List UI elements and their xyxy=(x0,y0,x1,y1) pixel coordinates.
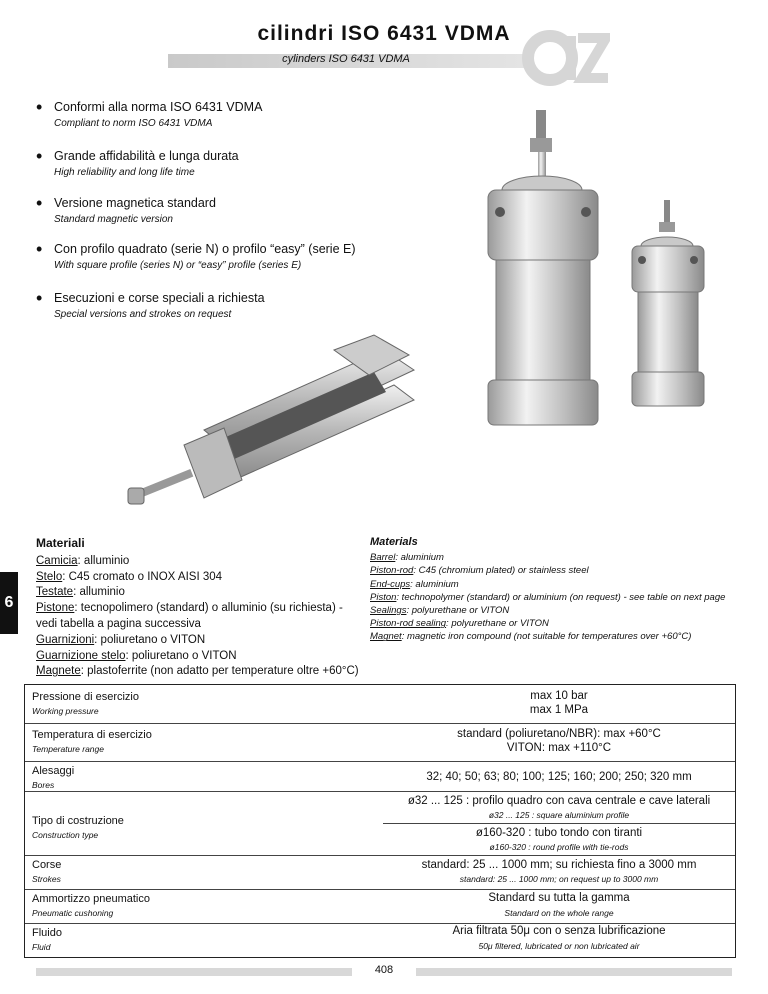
bullet-dot-icon: • xyxy=(36,288,43,308)
spec-label: Pressione di esercizio xyxy=(32,691,139,703)
bullet-text: Conformi alla norma ISO 6431 VDMA xyxy=(54,100,263,114)
spec-label-en: Pneumatic cushoning xyxy=(32,908,114,918)
footer-bar-left xyxy=(36,968,352,976)
spec-value: VITON: max +110°C xyxy=(506,742,612,754)
materials-en xyxy=(370,536,730,644)
materials-it-heading: Materiali xyxy=(36,536,85,550)
spec-table xyxy=(24,684,736,958)
material-row: Guarnizione stelo: poliuretano o VITON xyxy=(36,649,237,662)
spec-value: Aria filtrata 50μ con o senza lubrificazione xyxy=(452,925,666,937)
spec-value: ø32 ... 125 : profilo quadro con cava centrale e cave laterali xyxy=(407,795,711,807)
spec-label: Ammortizzo pneumatico xyxy=(32,893,150,905)
brand-logo xyxy=(520,24,610,86)
page-subtitle: cylinders ISO 6431 VDMA xyxy=(282,53,410,65)
material-row: Stelo: C45 cromato o INOX AISI 304 xyxy=(36,570,223,583)
spec-label-en: Strokes xyxy=(32,874,61,884)
material-row: Sealings: polyurethane or VITON xyxy=(370,605,510,617)
spec-value: Standard su tutta la gamma xyxy=(488,892,630,904)
bullet-dot-icon: • xyxy=(36,193,43,213)
materials-en-heading: Materials xyxy=(370,536,418,548)
bullet-text: Con profilo quadrato (serie N) o profilo “easy” (serie E) xyxy=(54,242,356,256)
material-row: Barrel: aluminium xyxy=(370,552,444,564)
spec-label: Temperatura di esercizio xyxy=(32,729,152,741)
footer-bar-right xyxy=(416,968,732,976)
spec-value: max 1 MPa xyxy=(529,704,589,716)
spec-value: max 10 bar xyxy=(530,690,588,702)
spec-value-en: Standard on the whole range xyxy=(504,908,614,918)
material-row: Guarnizioni: poliuretano o VITON xyxy=(36,633,206,646)
standing-cylinders-image xyxy=(468,110,728,440)
material-row: Piston: technopolymer (standard) or aluminium (on request) - see table on next page xyxy=(370,591,726,603)
bullet-translation: Standard magnetic version xyxy=(54,214,173,225)
bullet-dot-icon: • xyxy=(36,97,43,117)
spec-value-en: ø160-320 : round profile with tie-rods xyxy=(489,842,629,852)
spec-value-en: ø32 ... 125 : square aluminium profile xyxy=(488,810,630,820)
material-row: Testate: alluminio xyxy=(36,586,125,599)
cutaway-cylinder-image xyxy=(124,330,424,520)
bullet-dot-icon: • xyxy=(36,146,43,166)
spec-label-en: Fluid xyxy=(32,942,51,952)
bullet-translation: Compliant to norm ISO 6431 VDMA xyxy=(54,118,213,129)
bullet-translation: Special versions and strokes on request xyxy=(54,309,232,320)
bullet-text: Grande affidabilità e lunga durata xyxy=(54,149,239,163)
section-tab: 6 xyxy=(0,572,18,634)
material-row: Piston-rod: C45 (chromium plated) or stainless steel xyxy=(370,565,589,577)
page-title: cilindri ISO 6431 VDMA xyxy=(257,22,511,45)
material-row: End-cups: aluminium xyxy=(370,578,459,590)
bullet-text: Esecuzioni e corse speciali a richiesta xyxy=(54,291,265,305)
spec-value: standard: 25 ... 1000 mm; su richiesta fino a 3000 mm xyxy=(421,859,697,871)
materials-it xyxy=(36,536,366,680)
spec-label: Tipo di costruzione xyxy=(32,815,124,827)
material-row: Magnete: plastoferrite (non adatto per temperature oltre +60°C) xyxy=(36,665,359,678)
spec-value: standard (poliuretano/NBR): max +60°C xyxy=(457,728,661,740)
bullet-translation: With square profile (series N) or “easy” profile (series E) xyxy=(54,260,302,271)
spec-label-en: Construction type xyxy=(32,830,99,840)
spec-value-en: 50μ filtered, lubricated or non lubricated air xyxy=(478,941,640,951)
spec-label-en: Working pressure xyxy=(32,706,99,716)
material-row: Pistone: tecnopolimero (standard) o alluminio (su richiesta) - vedi tabella a pagina successiva xyxy=(36,602,343,630)
spec-label: Fluido xyxy=(32,927,62,939)
spec-value-en: standard: 25 ... 1000 mm; on request up to 3000 mm xyxy=(459,874,659,884)
page-number: 408 xyxy=(374,964,394,976)
material-row: Camicia: alluminio xyxy=(36,554,130,567)
material-row: Magnet: magnetic iron compound (not suitable for temperatures over +60°C) xyxy=(370,631,692,643)
bullet-text: Versione magnetica standard xyxy=(54,196,216,210)
spec-label: Corse xyxy=(32,859,62,871)
bullet-translation: High reliability and long life time xyxy=(54,167,195,178)
spec-label-en: Temperature range xyxy=(32,744,104,754)
spec-label: Alesaggi xyxy=(32,765,75,777)
spec-label-en: Bores xyxy=(32,780,55,790)
bullet-dot-icon: • xyxy=(36,239,43,259)
spec-value: ø160-320 : tubo tondo con tiranti xyxy=(475,827,643,839)
material-row: Piston-rod sealing: polyurethane or VITON xyxy=(370,618,549,630)
spec-value: 32; 40; 50; 63; 80; 100; 125; 160; 200; 250; 320 mm xyxy=(426,771,692,783)
